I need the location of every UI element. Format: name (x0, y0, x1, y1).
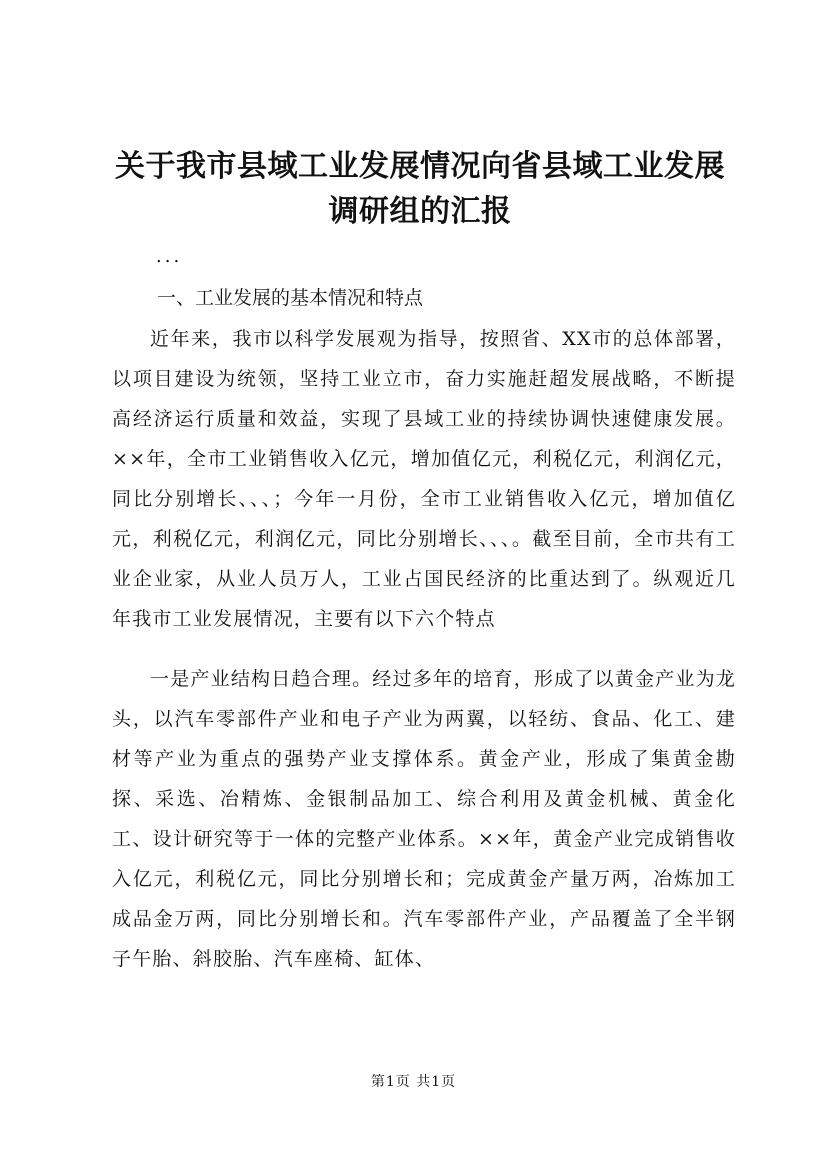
section-heading: 一、工业发展的基本情况和特点 (157, 287, 424, 309)
document-title-line-1: 关于我市县域工业发展情况向省县域工业发展 (115, 149, 725, 184)
body-paragraph-1: 近年来，我市以科学发展观为指导，按照省、XX市的总体部署，以项目建设为统领，坚持工业立市，奋力实施赶超发展战略，不断提高经济运行质量和效益，实现了县域工业的持续协调快速健康发展。××年，全市工业销售收入亿元，增加值亿元，利税亿元，利润亿元，同比分别增长、、、；今年一月份，全市工业销售收入亿元，增加值亿元，利税亿元，利润亿元，同比分别增长、、、。截至目前，全市共有工业企业家，从业人员万人，工业占国民经济的比重达到了。纵观近几年我市工业发展情况，主要有以下六个特点 (112, 328, 736, 630)
page-footer: 第1页 共1页 (370, 1074, 457, 1090)
ellipsis-marker: ... (156, 246, 183, 267)
document-title-line-2: 调研组的汇报 (328, 194, 512, 229)
body-paragraph-2: 一是产业结构日趋合理。经过多年的培育，形成了以黄金产业为龙头，以汽车零部件产业和电子产业为两翼，以轻纺、食品、化工、建材等产业为重点的强势产业支撑体系。黄金产业，形成了集黄金勘探、采选、冶精炼、金银制品加工、综合利用及黄金机械、黄金化工、设计研究等于一体的完整产业体系。××年，黄金产业完成销售收入亿元，利税亿元，同比分别增长和；完成黄金产量万两，冶炼加工成品金万两，同比分别增长和。汽车零部件产业，产品覆盖了全半钢子午胎、斜胶胎、汽车座椅、缸体、 (112, 668, 736, 970)
